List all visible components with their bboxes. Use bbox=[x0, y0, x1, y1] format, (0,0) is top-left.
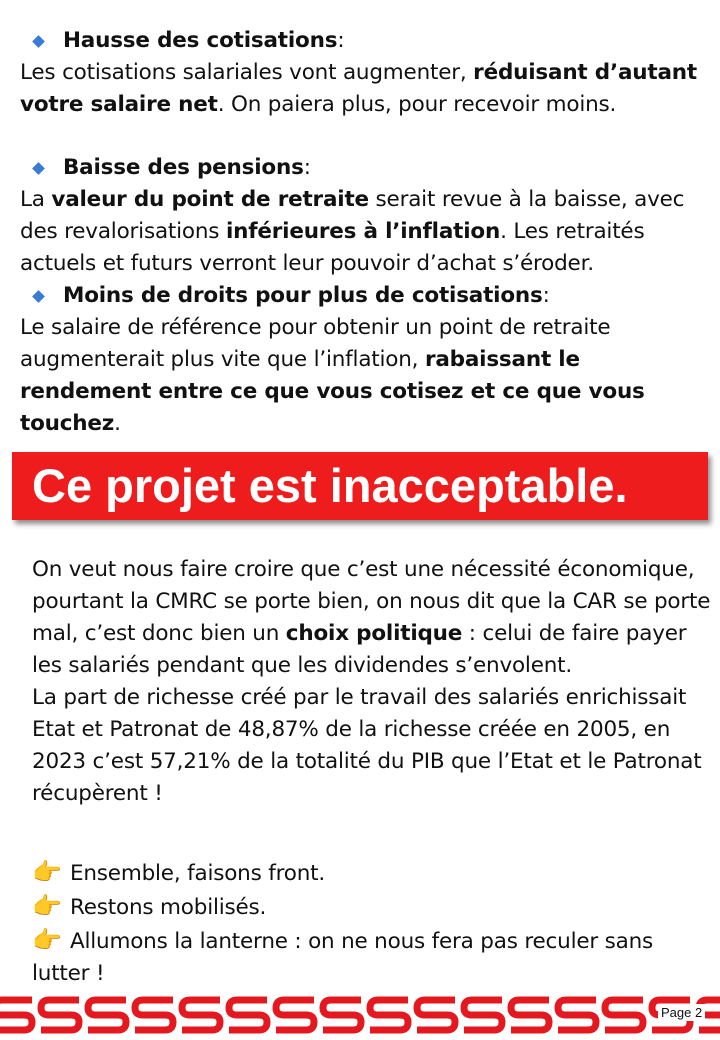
bold-text: valeur du point de retraite bbox=[51, 187, 369, 212]
section-moins-droits bbox=[20, 280, 710, 440]
pointing-hand-icon: 👉 bbox=[32, 858, 62, 886]
bold-text: choix politique bbox=[285, 621, 463, 646]
text: Les cotisations salariales vont augmenter, bbox=[20, 60, 474, 85]
bold-text: inférieures à l’inflation bbox=[225, 219, 501, 244]
text: . On paiera plus, pour recevoir moins. bbox=[217, 92, 617, 117]
diamond-bullet-icon bbox=[32, 35, 45, 48]
call-text: Restons mobilisés. bbox=[70, 895, 267, 920]
pointing-hand-icon: 👉 bbox=[32, 892, 62, 920]
body-baisse bbox=[20, 184, 710, 280]
text: . Les retraités actuels et futurs verront leur pouvoir d’achat s’éroder. bbox=[20, 219, 645, 276]
text: Le salaire de référence pour obtenir un point de retraite augmenterait plus vite que l’inflation, bbox=[20, 315, 611, 372]
pointing-hand-icon: 👉 bbox=[32, 926, 62, 954]
heading-hausse: Hausse des cotisations bbox=[63, 28, 338, 53]
body-moins-droits bbox=[20, 312, 710, 440]
inacceptable-banner: Ce projet est inacceptable. bbox=[12, 452, 708, 520]
text: : celui de faire payer les salariés pendant que les dividendes s’envolent. bbox=[32, 621, 687, 678]
call-item bbox=[32, 856, 714, 890]
heading-suffix: : bbox=[542, 283, 550, 308]
diamond-bullet-icon bbox=[32, 290, 45, 303]
call-text: Allumons la lanterne : on ne nous fera pas reculer sans lutter ! bbox=[32, 929, 654, 986]
bullet-heading-3 bbox=[20, 280, 710, 312]
footer-decorative-band bbox=[0, 990, 720, 1040]
bullet-heading-2 bbox=[20, 152, 710, 184]
call-item bbox=[32, 890, 714, 924]
heading-suffix: : bbox=[337, 28, 345, 53]
heading-moins-droits: Moins de droits pour plus de cotisations bbox=[63, 283, 543, 308]
diamond-bullet-icon bbox=[32, 162, 45, 175]
call-text: Ensemble, faisons front. bbox=[70, 861, 326, 886]
section-hausse-cotisations bbox=[20, 25, 710, 121]
text: . bbox=[114, 411, 121, 436]
bold-text: rabaissant le rendement entre ce que vous cotisez et ce que vous touchez bbox=[20, 347, 645, 436]
section-baisse-pensions bbox=[20, 152, 710, 280]
text: La bbox=[20, 187, 52, 212]
paragraph-richesse: La part de richesse créé par le travail des salariés enrichissait Etat et Patronat de 48,87% de la richesse créée en 2005, en 2023 c’est 57,21% de la totalité du PIB que l’Etat et le Patronat récupèrent ! bbox=[32, 685, 702, 806]
body-hausse bbox=[20, 57, 710, 121]
bullet-heading-1 bbox=[20, 25, 710, 57]
heading-suffix: : bbox=[303, 155, 311, 180]
paragraph-choix-politique bbox=[32, 554, 714, 810]
page-number: Page 2 bbox=[658, 1004, 705, 1021]
bold-text: réduisant d’autant votre salaire net bbox=[20, 60, 697, 117]
calls-to-action bbox=[32, 856, 714, 990]
heading-baisse: Baisse des pensions bbox=[63, 155, 304, 180]
footer-pattern-icon bbox=[0, 990, 720, 1040]
text: On veut nous faire croire que c’est une nécessité économique, pourtant la CMRC se porte bien, on nous dit que la CAR se porte mal, c’est donc bien un bbox=[32, 557, 711, 646]
call-item bbox=[32, 924, 714, 990]
text: serait revue à la baisse, avec des revalorisations bbox=[20, 187, 685, 244]
